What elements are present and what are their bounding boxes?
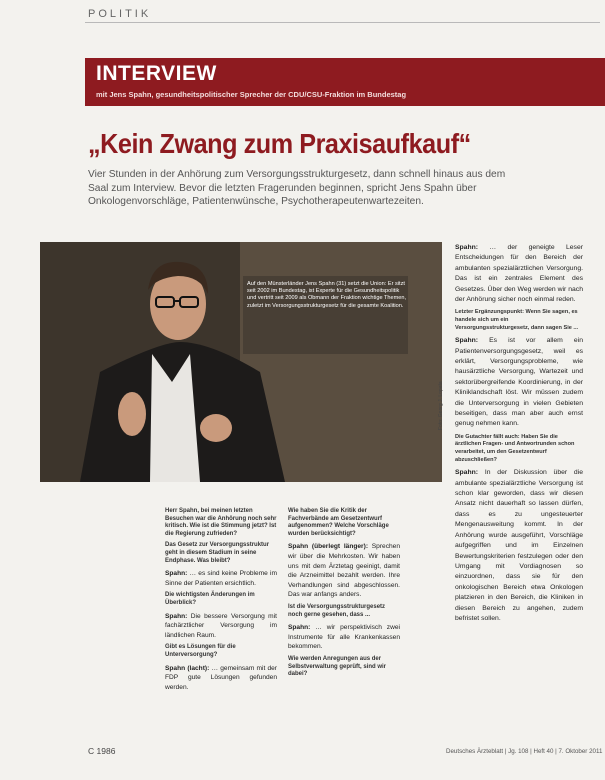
question: Die wichtigsten Änderungen im Überblick? (165, 592, 255, 606)
question: Herr Spahn, bei meinen letzten Besuchen war die Anhörung noch sehr kritisch. Wie ist die Stimmung jetzt? Ist die Regierung zufrieden? (165, 508, 277, 537)
answer-text: Es ist vor allem ein Patientenversorgungsgesetz, weil es erklärt, Versorgungsprobleme, wie hausärztliche Versorgung, Wartezeit und sektorübergreifende Koordinierung, in der Kliniklandschaft löst. Wir müssen zudem die Unterversorgung in vielen Gebieten beseitigen, dass man aber auch ernst genug nehmen kann. (455, 337, 583, 428)
question: Ist die Versorgungsstrukturgesetz noch gerne gesehen, dass ... (288, 603, 386, 618)
photo-caption: Auf den Münsterländer Jens Spahn (31) setzt die Union: Er sitzt seit 2002 im Bundestag, ist Experte für die Gesundheitspolitik und vertritt seit 2009 als Obmann der Fraktion wichtige Themen, zuletzt im Versorgungsstrukturgesetz für die gesamte Koalition. (247, 281, 407, 309)
answer (165, 612, 277, 641)
answer-speaker: Spahn: (165, 612, 188, 620)
answer-speaker: Spahn: (288, 624, 311, 632)
intro-text: Vier Stunden in der Anhörung zum Versorgungsstrukturgesetz, dann schnell hinaus aus dem Saal zum Interview. Bevor die letzten Fragerunden beginnen, spricht Jens Spahn über Onkologenvorschläge, Patientenwünsche, Psychotherapeutenwartezeiten. (88, 169, 506, 207)
question: Gibt es Lösungen für die Unterversorgung? (165, 644, 236, 658)
question: Wie werden Anregungen aus der Selbstverwaltung geprüft, sind wir dabei? (288, 655, 387, 678)
question: Letzter Ergänzungspunkt: Wenn Sie sagen, es handele sich um ein Versorgungsstrukturgesetz, dann sagen Sie ... (455, 309, 579, 331)
article-column-2 (288, 508, 400, 683)
copyright-icon: C (88, 746, 95, 756)
portrait-illustration (40, 242, 442, 482)
answer-text: … gemeinsam mit der FDP gute Lösungen gefunden werden. (165, 664, 277, 691)
article-column-1 (165, 508, 277, 696)
answer-speaker: Spahn (überlegt länger): (288, 543, 369, 551)
answer (455, 243, 583, 305)
answer-text: Die bessere Versorgung mit fachärztlicher Versorgung im ländlichen Raum. (165, 612, 277, 639)
answer-text: … wir perspektivisch zwei Instrumente für alle Krankenkassen bekommen. (288, 624, 400, 651)
question: Das Gesetz zur Versorgungsstruktur geht in diesem Stadium in seine Endphase. Was bleibt? (165, 542, 270, 564)
section-label: POLITIK (88, 8, 152, 20)
answer (165, 664, 277, 693)
answer-text: Sprechen wir über die Mehrkosten. Wir haben uns mit dem Ärztetag geeinigt, damit die Arzneimittel bezahlt werden. Ihre Verhandlungen sind abgeschlossen. Das war anfangs anders. (288, 543, 400, 599)
page-number-value: 1986 (96, 746, 116, 756)
answer-speaker: Spahn: (455, 469, 479, 477)
answer (165, 569, 277, 588)
answer-text: … der geneigte Leser Entscheidungen für den Bereich der ambulanten spezialärztlichen Versorgung. Das ist ein zentrales Element des Gesetzes. Über den Weg werden wir nach der Anhörung sicher noch einmal reden. (455, 244, 583, 304)
answer (288, 542, 400, 600)
banner-subtitle: mit Jens Spahn, gesundheitspolitischer Sprecher der CDU/CSU-Fraktion im Bundestag (96, 90, 407, 99)
question: Wie haben Sie die Kritik der Fachverbände am Gesetzentwurf aufgenommen? Welche Vorschläge wurden berücksichtigt? (288, 508, 389, 537)
headline: „Kein Zwang zum Praxisaufkauf“ (88, 128, 471, 159)
answer (288, 623, 400, 652)
question: Die Gutachter fällt auch: Haben Sie die ärztlichen Fragen- und Antwortrunden schon verarbeitet, um den Gesetzentwurf abzuschließen? (455, 433, 575, 463)
answer-speaker: Spahn (lacht): (165, 664, 210, 672)
photo-credit: Foto: Georg J. Lopata (438, 381, 444, 430)
page-number (88, 746, 115, 756)
answer (455, 336, 583, 430)
answer-text: … es sind keine Probleme im Sinne der Patienten ersichtlich. (165, 570, 277, 587)
answer (455, 468, 583, 624)
journal-info: Deutsches Ärzteblatt | Jg. 108 | Heft 40 | 7. Oktober 2011 (446, 748, 603, 755)
article-column-3 (455, 243, 583, 628)
answer-text: In der Diskussion über die ambulante spezialärztliche Versorgung ist schon klar geworden, dass wir diesen Ansatz nicht dauerhaft so lassen dürfen, dass es zu ungesteuerter Mengenausweitung kommt. In der Anhörung wurde ausgeführt, Vorschläge aufgegriffen und im Einzelnen Bewertungskriterien festzulegen oder den Umgang mit Vordiagnosen so einzuordnen, dass sie für den onkologischen Bereich etwa Onkologen platzieren in den Bereich, die Kliniken in diesen Bereich zu angehen, zudem befristet sollen. (455, 469, 584, 622)
banner-title: INTERVIEW (96, 62, 217, 85)
answer-speaker: Spahn: (455, 244, 479, 251)
answer-speaker: Spahn: (165, 570, 188, 578)
answer-speaker: Spahn: (455, 337, 479, 345)
divider (85, 22, 600, 23)
portrait-photo (40, 242, 442, 482)
